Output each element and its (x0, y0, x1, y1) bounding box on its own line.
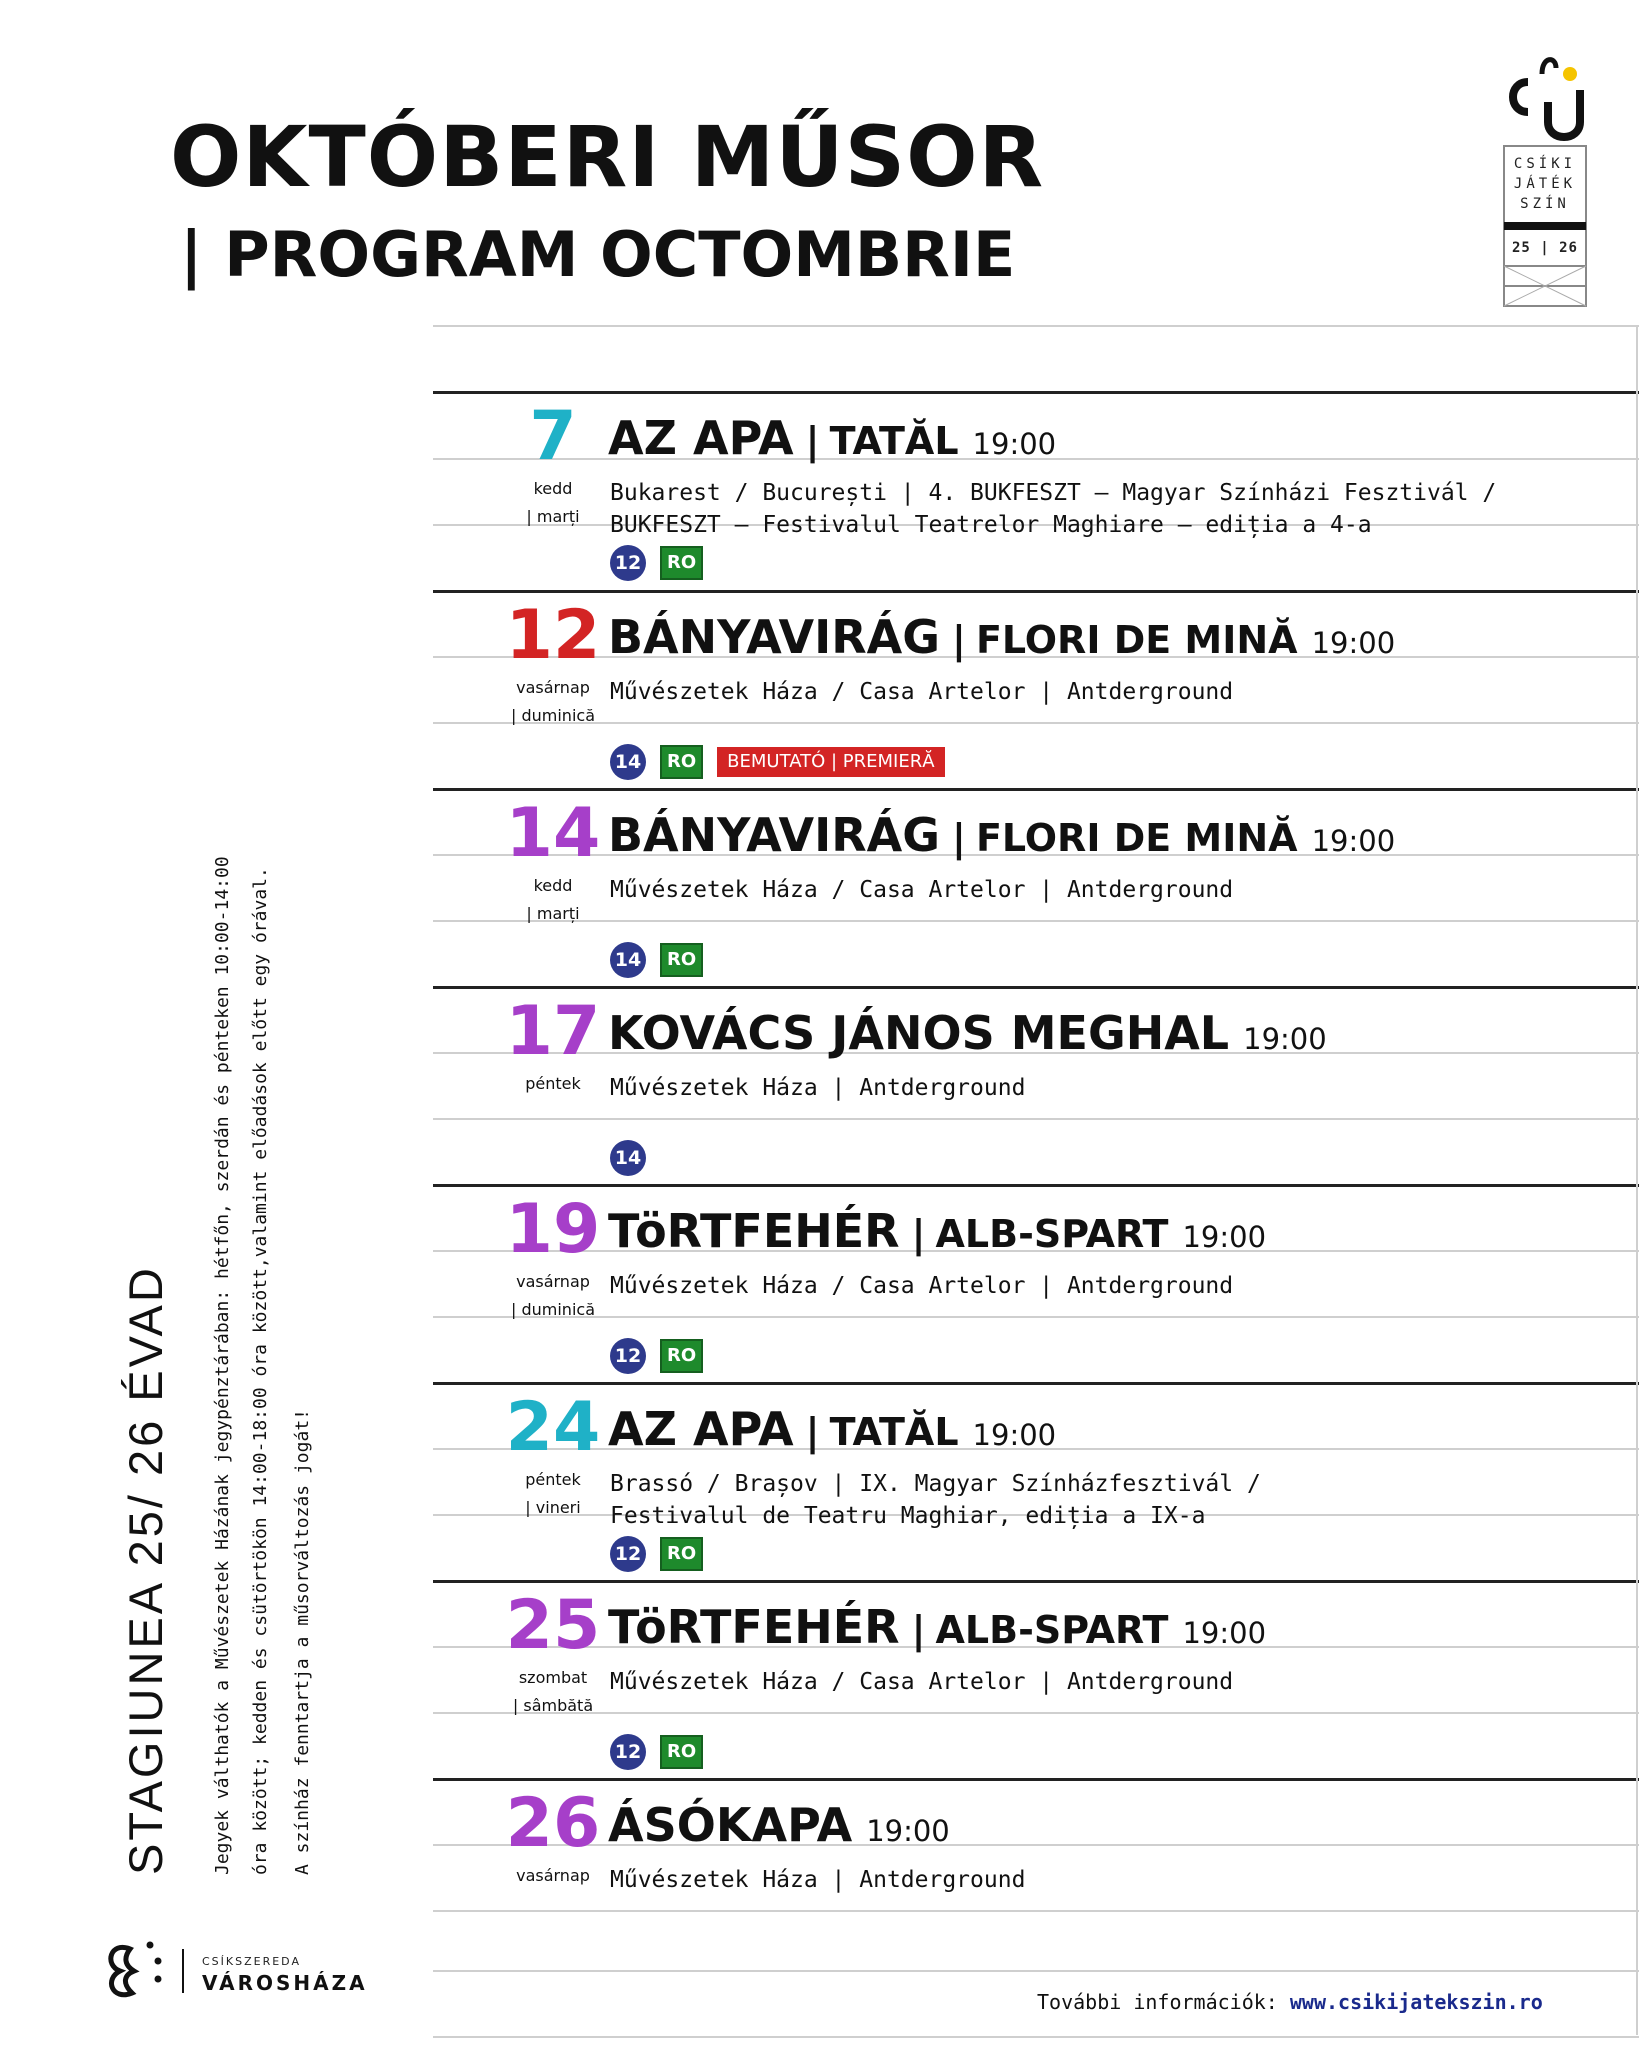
age-rating-badge: 12 (610, 545, 646, 581)
event-weekday: kedd (533, 479, 573, 498)
event-title (608, 1006, 1327, 1060)
event-venue: Bukarest / București | 4. BUKFESZT – Magyar Színházi Fesztivál / BUKFESZT – Festivalul Teatrelor Maghiare – ediția a 4-a (610, 480, 1497, 538)
event-row (433, 1190, 1639, 1388)
title-separator: | (805, 1410, 820, 1454)
logo-line-2: JÁTÉK (1513, 176, 1577, 192)
subtitle-language-badge: RO (660, 1339, 703, 1373)
event-title (608, 610, 1395, 664)
cityhall-logo-small: CSÍKSZEREDA (202, 1955, 301, 1968)
event-day: 7 (529, 397, 577, 476)
event-row (433, 794, 1639, 992)
footer-label: További információk: (1037, 1990, 1278, 2014)
event-title (608, 1600, 1266, 1654)
event-day: 25 (505, 1586, 601, 1665)
event-row (433, 397, 1639, 595)
footer-info (1037, 1990, 1543, 2014)
event-weekday: szombat (518, 1668, 588, 1687)
event-badges (610, 1734, 703, 1770)
subtitle-language-badge: RO (660, 943, 703, 977)
event-title-ro: TATĂL (829, 1410, 959, 1454)
logo-season: 25 | 26 (1511, 240, 1578, 256)
ticket-note-line-1: Jegyek válthatók a Művészetek Házának jegypénztárában: hétfőn, szerdán és pénteken 10:00-14:00 (212, 856, 233, 1875)
event-title-ro: ALB-SPART (935, 1212, 1169, 1256)
ticket-note-line-2: óra között; kedden és csütörtökön 14:00-18:00 óra között,valamint előadások előtt egy órával. (250, 867, 271, 1875)
event-title-ro: TATĂL (829, 419, 959, 463)
event-row (433, 1586, 1639, 1784)
event-weekday-ro: | vineri (525, 1498, 581, 1517)
page-title: OKTÓBERI MŰSOR (170, 108, 1045, 206)
subtitle-language-badge: RO (660, 745, 703, 779)
age-rating-badge: 12 (610, 1338, 646, 1374)
event-day: 17 (505, 992, 601, 1071)
event-day: 14 (505, 794, 601, 873)
cityhall-logo-big: VÁROSHÁZA (202, 1971, 368, 1995)
event-venue: Művészetek Háza | Antderground (610, 1867, 1026, 1893)
event-weekday-ro: | duminică (511, 706, 595, 725)
event-weekday: vasárnap (516, 1866, 590, 1885)
event-badges (610, 1140, 646, 1176)
event-badges (610, 1536, 703, 1572)
event-title-ro: FLORI DE MINĂ (975, 816, 1298, 860)
event-row (433, 596, 1639, 794)
ticket-note-line-3: A színház fenntartja a műsorváltozás jogát! (292, 1409, 313, 1875)
event-weekday: vasárnap (516, 1272, 590, 1291)
event-time: 19:00 (1182, 1220, 1267, 1254)
event-time: 19:00 (972, 427, 1057, 461)
event-badges (610, 942, 703, 978)
event-weekday: vasárnap (516, 678, 590, 697)
event-venue: Művészetek Háza / Casa Artelor | Antderground (610, 679, 1234, 705)
event-row (433, 1784, 1639, 1982)
event-title-hu: KOVÁCS JÁNOS MEGHAL (608, 1006, 1230, 1060)
logo-divider (182, 1949, 184, 1993)
event-title (608, 808, 1395, 862)
event-title-hu: ÁSÓKAPA (608, 1798, 853, 1852)
event-title (608, 411, 1056, 465)
subtitle-language-badge: RO (660, 1735, 703, 1769)
event-title-hu: TöRTFEHÉR (608, 1204, 900, 1258)
season-label: STAGIUNEA 25/ 26 ÉVAD (119, 1265, 172, 1875)
subtitle-language-badge: RO (660, 1537, 703, 1571)
event-day: 26 (505, 1784, 601, 1863)
event-weekday: péntek (525, 1074, 581, 1093)
event-badges (610, 744, 945, 780)
event-time: 19:00 (1243, 1022, 1327, 1056)
event-venue: Brassó / Brașov | IX. Magyar Színházfesztivál / Festivalul de Teatru Maghiar, ediția a IX-a (610, 1471, 1261, 1529)
event-badges (610, 1338, 703, 1374)
page-subtitle: | PROGRAM OCTOMBRIE (180, 218, 1016, 291)
event-weekday-ro: | sâmbătă (512, 1696, 594, 1715)
subtitle-language-badge: RO (660, 546, 703, 580)
title-separator: | (911, 1608, 926, 1652)
website-link[interactable]: www.csikijatekszin.ro (1289, 1990, 1543, 2014)
event-title-hu: BÁNYAVIRÁG (608, 808, 941, 862)
title-separator: | (952, 618, 966, 662)
event-time: 19:00 (972, 1418, 1057, 1452)
title-separator: | (952, 816, 966, 860)
age-rating-badge: 14 (610, 744, 646, 780)
title-separator: | (911, 1212, 926, 1256)
event-title-hu: TöRTFEHÉR (608, 1600, 900, 1654)
event-venue: Művészetek Háza / Casa Artelor | Antderground (610, 877, 1234, 903)
event-title-ro: ALB-SPART (935, 1608, 1169, 1652)
theatre-logo (1490, 50, 1600, 320)
event-day: 12 (505, 596, 601, 675)
event-weekday-ro: | marți (526, 904, 580, 923)
premiere-badge: BEMUTATÓ | PREMIERĂ (717, 747, 944, 777)
event-weekday-ro: | duminică (511, 1300, 595, 1319)
event-venue: Művészetek Háza / Casa Artelor | Antderground (610, 1669, 1234, 1695)
event-time: 19:00 (866, 1814, 950, 1848)
age-rating-badge: 12 (610, 1536, 646, 1572)
logo-line-3: SZÍN (1520, 196, 1570, 212)
event-time: 19:00 (1311, 626, 1396, 660)
event-venue: Művészetek Háza / Casa Artelor | Antderground (610, 1273, 1234, 1299)
grid-line (433, 325, 1639, 327)
event-title (608, 1402, 1056, 1456)
event-title-hu: AZ APA (608, 1402, 794, 1456)
event-venue: Művészetek Háza | Antderground (610, 1075, 1026, 1101)
event-weekday: kedd (533, 876, 573, 895)
event-time: 19:00 (1182, 1616, 1267, 1650)
event-day: 24 (505, 1388, 601, 1467)
event-title-hu: BÁNYAVIRÁG (608, 610, 941, 664)
logo-line-1: CSÍKI (1513, 156, 1577, 172)
event-title (608, 1204, 1266, 1258)
event-row (433, 992, 1639, 1190)
cityhall-logo-icon (100, 1935, 170, 2005)
event-badges (610, 545, 703, 581)
cityhall-logo (100, 1935, 368, 2005)
event-title-hu: AZ APA (608, 411, 794, 465)
event-day: 19 (505, 1190, 601, 1269)
age-rating-badge: 14 (610, 942, 646, 978)
event-time: 19:00 (1311, 824, 1396, 858)
event-title (608, 1798, 950, 1852)
age-rating-badge: 12 (610, 1734, 646, 1770)
event-weekday: péntek (525, 1470, 581, 1489)
age-rating-badge: 14 (610, 1140, 646, 1176)
grid-line (433, 2036, 1639, 2038)
grid-line (433, 391, 1639, 394)
title-separator: | (805, 419, 820, 463)
event-row (433, 1388, 1639, 1586)
event-title-ro: FLORI DE MINĂ (975, 618, 1298, 662)
event-weekday-ro: | marți (526, 507, 580, 526)
